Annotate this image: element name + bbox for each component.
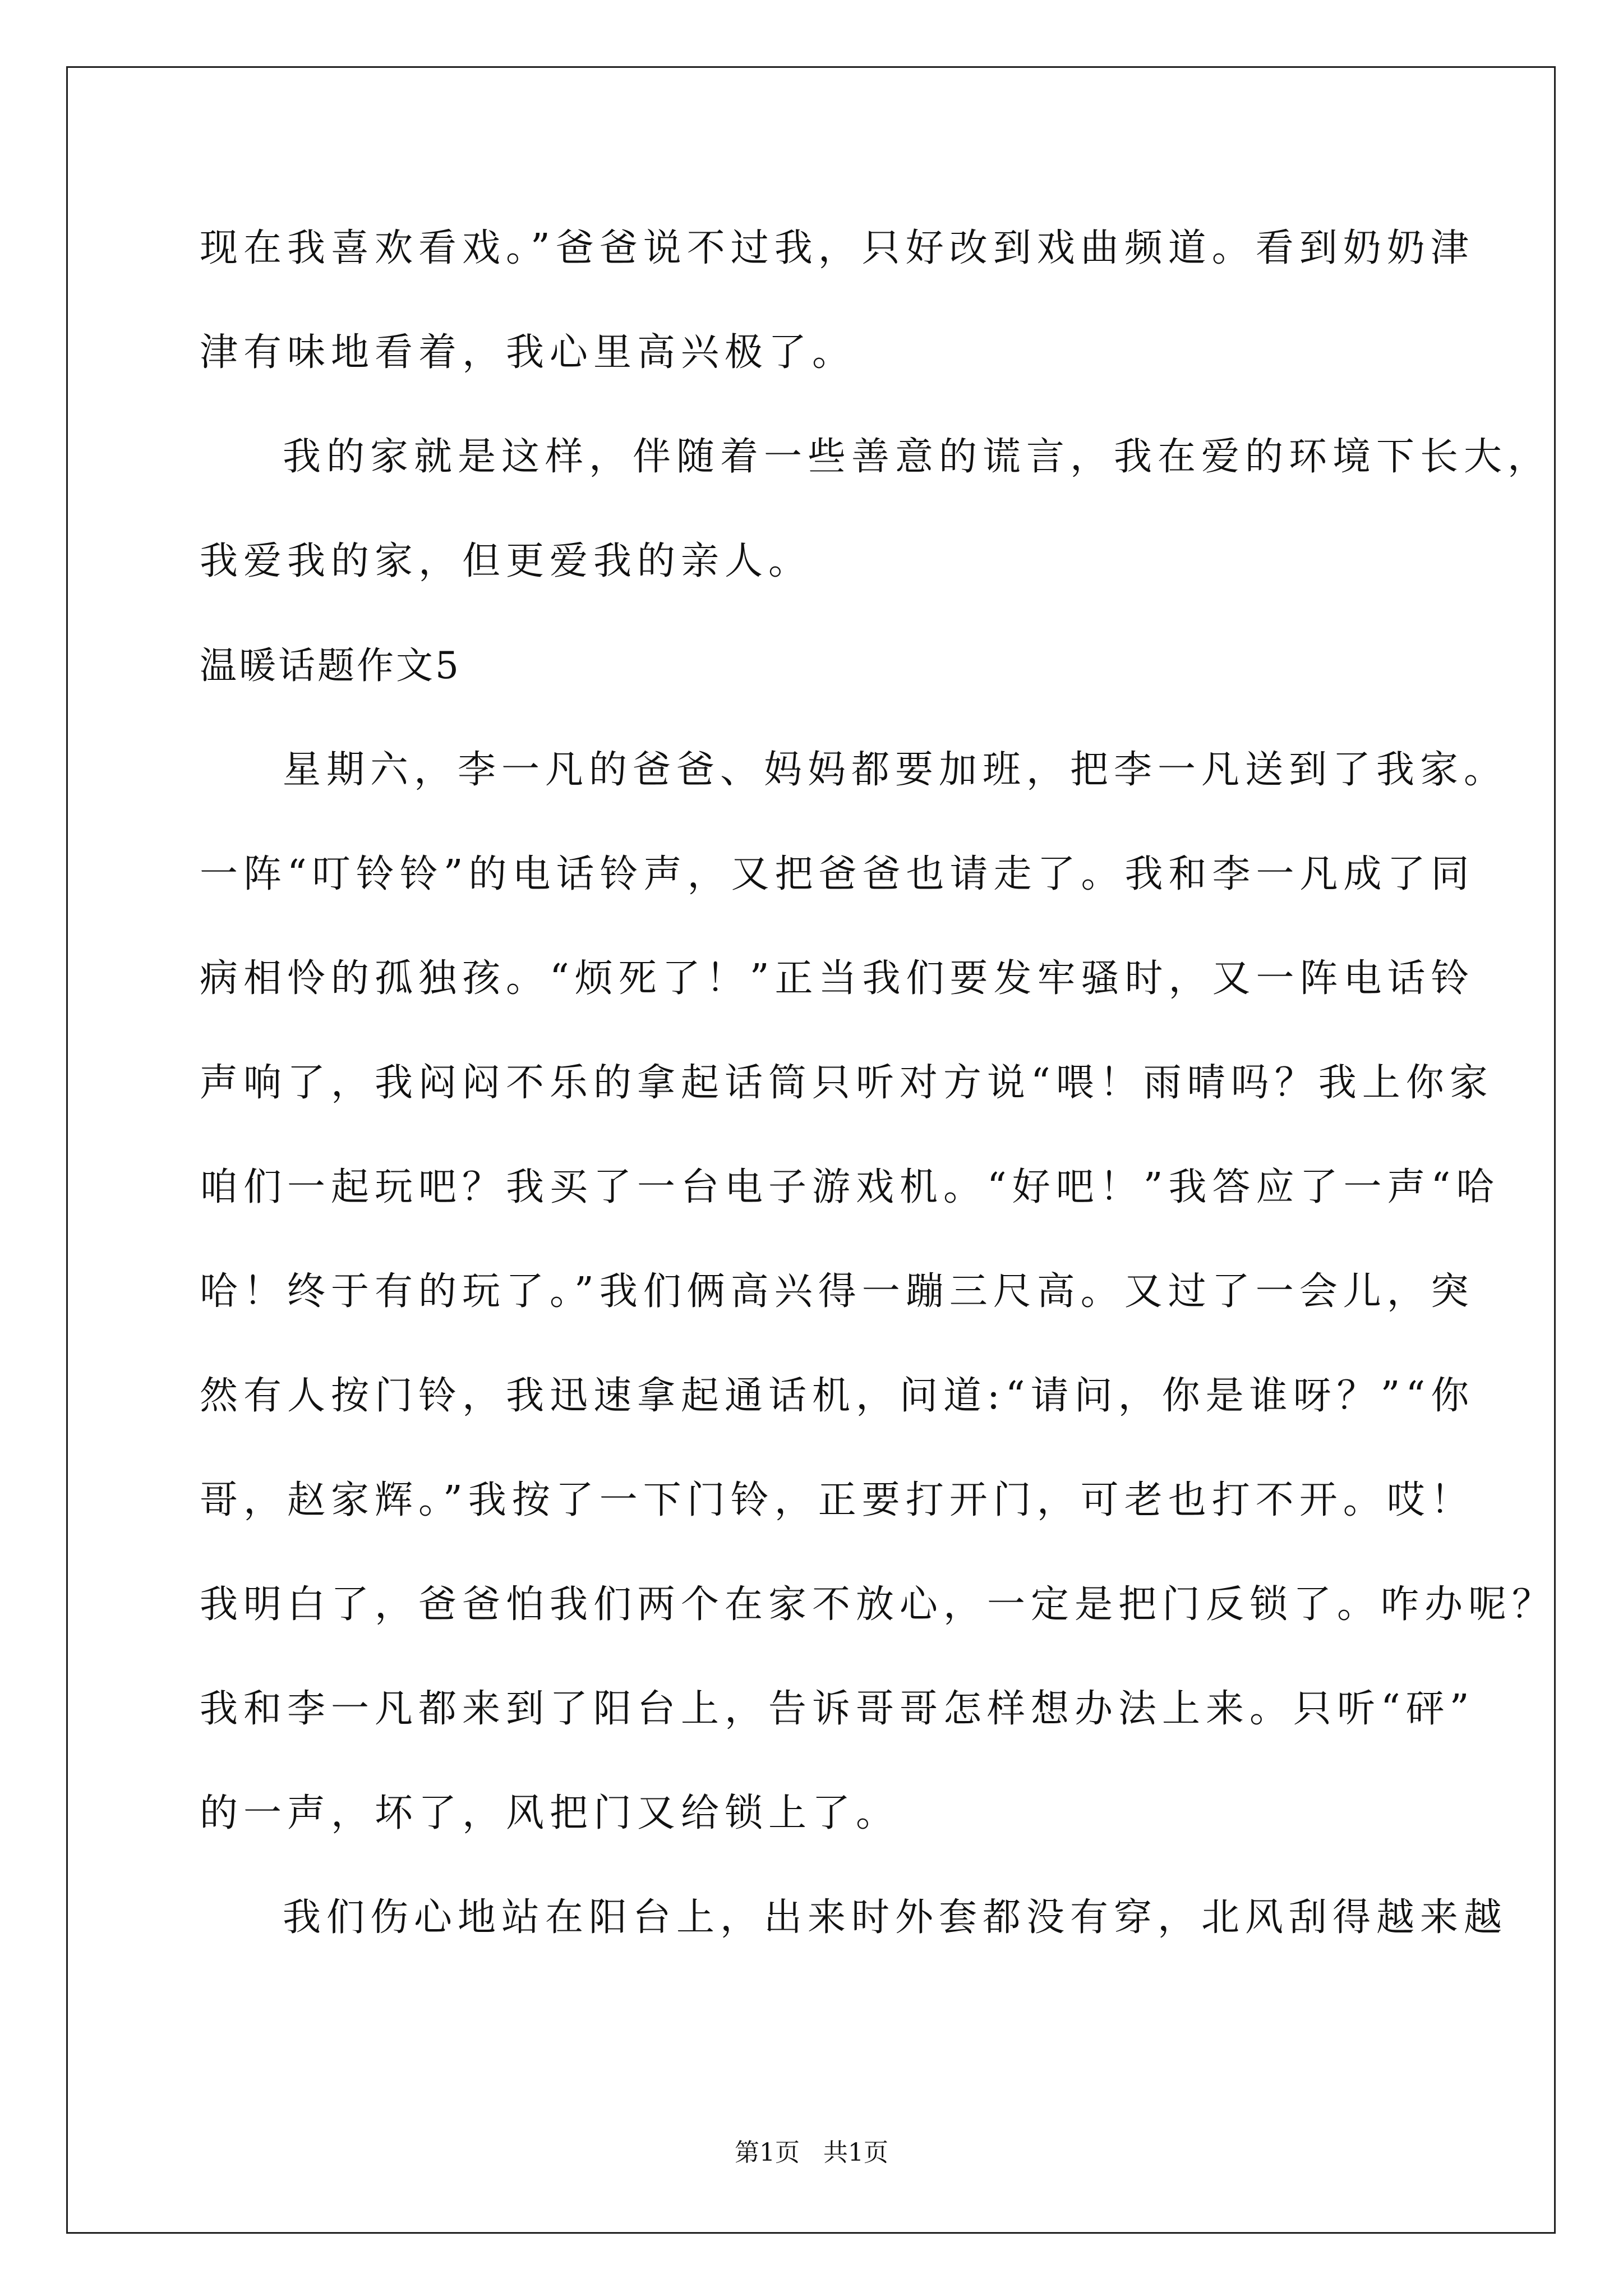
paragraph-line: 然有人按门铃，我迅速拿起通话机，问道:“请问，你是谁呀？”“你 xyxy=(200,1374,1475,1418)
paragraph-line: 我们伤心地站在阳台上，出来时外套都没有穿，北风刮得越来越 xyxy=(283,1895,1508,1940)
paragraph-line: 的一声，坏了，风把门又给锁上了。 xyxy=(200,1791,900,1835)
paragraph-line: 我爱我的家，但更爱我的亲人。 xyxy=(200,539,813,583)
page-footer: 第1页 共1页 xyxy=(735,2138,888,2167)
paragraph-line: 津有味地看着，我心里高兴极了。 xyxy=(200,330,856,375)
document-body xyxy=(200,196,1556,1970)
paragraph-line: 现在我喜欢看戏。”爸爸说不过我，只好改到戏曲频道。看到奶奶津 xyxy=(200,226,1474,270)
paragraph-line: 我的家就是这样，伴随着一些善意的谎言，我在爱的环境下长大， xyxy=(283,435,1552,479)
paragraph-line: 我和李一凡都来到了阳台上，告诉哥哥怎样想办法上来。只听“砰” xyxy=(200,1687,1475,1731)
paragraph-line: 咱们一起玩吧？我买了一台电子游戏机。“好吧！”我答应了一声“哈 xyxy=(200,1165,1500,1209)
paragraph-line: 哈！终于有的玩了。”我们俩高兴得一蹦三尺高。又过了一会儿，突 xyxy=(200,1269,1474,1314)
paragraph-line: 病相怜的孤独孩。“烦死了！”正当我们要发牢骚时，又一阵电话铃 xyxy=(200,956,1475,1001)
section-heading: 温暖话题作文5 xyxy=(200,644,461,687)
paragraph-line: 一阵“叮铃铃”的电话铃声，又把爸爸也请走了。我和李一凡成了同 xyxy=(200,852,1475,896)
paragraph-line: 星期六，李一凡的爸爸、妈妈都要加班，把李一凡送到了我家。 xyxy=(283,748,1508,792)
paragraph-line: 我明白了，爸爸怕我们两个在家不放心，一定是把门反锁了。咋办呢？ xyxy=(200,1582,1556,1627)
paragraph-line: 哥，赵家辉。”我按了一下门铃，正要打开门，可老也打不开。哎！ xyxy=(200,1478,1474,1522)
paragraph-line: 声响了，我闷闷不乐的拿起话筒只听对方说“喂！雨晴吗？我上你家 xyxy=(200,1061,1493,1105)
